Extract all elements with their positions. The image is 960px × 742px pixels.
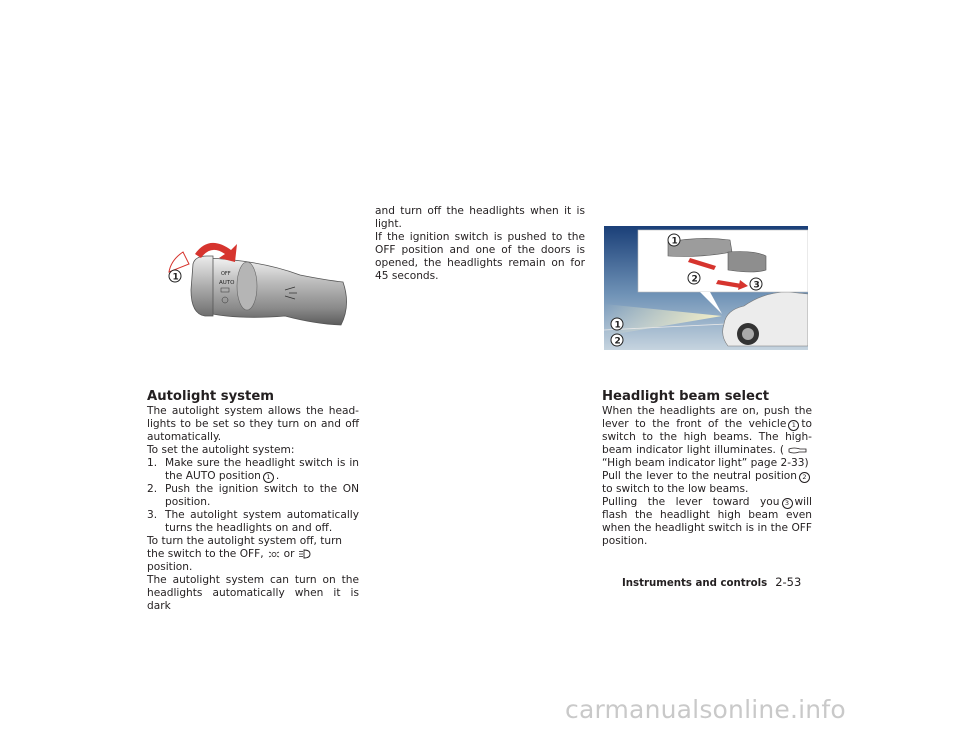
page-footer xyxy=(622,575,801,589)
flash-text: Pulling the lever toward you xyxy=(602,496,780,508)
callout-3-inline: 3 xyxy=(782,498,793,509)
autolight-continued: The autolight system can turn on the headlights automatically when it is dark xyxy=(147,574,359,612)
fig2-callout-high-beam-label: 1 xyxy=(614,320,621,331)
flash-paragraph xyxy=(602,496,812,548)
watermark: carmanualsonline.info xyxy=(565,695,846,724)
beam-select-heading: Headlight beam select xyxy=(602,389,770,404)
switch-label-off: OFF xyxy=(221,271,231,277)
off-position: position. xyxy=(147,561,193,573)
middle-continued: and turn off the headlights when it is light. xyxy=(375,205,585,230)
step-2 xyxy=(147,483,359,509)
doors-opened-note: If the ignition switch is pushed to the OFF position and one of the doors is opened, the headlights remain on for 45 seconds. xyxy=(375,231,585,282)
step-2-number: 2. xyxy=(147,483,158,495)
high-beam-paragraph xyxy=(602,405,812,470)
step-1-number: 1. xyxy=(147,457,158,469)
autolight-heading: Autolight system xyxy=(147,389,275,404)
fig2-callout-low-beam-label: 2 xyxy=(614,336,621,347)
high-beam-text-2: to switch to the high beams. The high-beam indicator light illuminates. ( xyxy=(602,418,812,456)
switch-label-auto: AUTO xyxy=(219,280,235,286)
fig2-callout-3-label: 3 xyxy=(753,280,760,291)
low-beam-text: Pull the lever to the neutral position xyxy=(602,470,797,482)
off-or: or xyxy=(283,548,295,560)
step-1-end: . xyxy=(275,470,280,482)
step-2-text: Push the ignition switch to the ON position. xyxy=(165,483,359,508)
fig2-callout-1-label: 1 xyxy=(671,236,678,247)
callout-2-inline: 2 xyxy=(799,472,810,483)
high-beam-reference: “High beam indicator light” page 2-33) xyxy=(602,457,809,469)
reference-pointer-icon xyxy=(788,446,808,455)
set-title: To set the autolight system: xyxy=(147,444,295,456)
callout-1-inline-right: 1 xyxy=(788,420,799,431)
left-column xyxy=(147,405,359,613)
low-beam-text-2: to switch to the low beams. xyxy=(602,483,749,495)
off-text: To turn the autolight system off, turn the switch to the OFF, xyxy=(147,535,343,560)
middle-column xyxy=(375,205,585,283)
flash-text-2: will flash the headlight high beam even when the headlight switch is in the OFF position. xyxy=(602,496,812,547)
footer-section: Instruments and controls xyxy=(622,578,768,589)
lever-tip xyxy=(191,256,213,316)
step-1-text: Make sure the headlight switch is in the AUTO position xyxy=(165,457,359,482)
callout-1-label: 1 xyxy=(172,272,179,283)
high-beam-text: When the headlights are on, push the lever to the front of the vehicle xyxy=(602,405,812,430)
beam-select-illustration xyxy=(604,226,808,350)
headlight-icon xyxy=(298,549,311,559)
step-1 xyxy=(147,457,359,483)
step-3-number: 3. xyxy=(147,509,158,521)
right-column xyxy=(602,405,812,548)
step-3 xyxy=(147,509,359,535)
fig2-callout-2-label: 2 xyxy=(691,274,698,285)
callout-1-inline: 1 xyxy=(263,472,274,483)
lever-body xyxy=(203,258,347,325)
autolight-switch-illustration xyxy=(165,220,355,352)
low-beam-paragraph xyxy=(602,470,812,496)
page-number: 2-53 xyxy=(775,575,802,589)
autolight-intro: The autolight system allows the head-lights to be set so they turn on and off automatically. xyxy=(147,405,359,443)
step-3-text: The autolight system automatically turns the headlights on and off. xyxy=(165,509,359,534)
off-instructions xyxy=(147,535,359,574)
side-light-icon xyxy=(268,550,280,559)
